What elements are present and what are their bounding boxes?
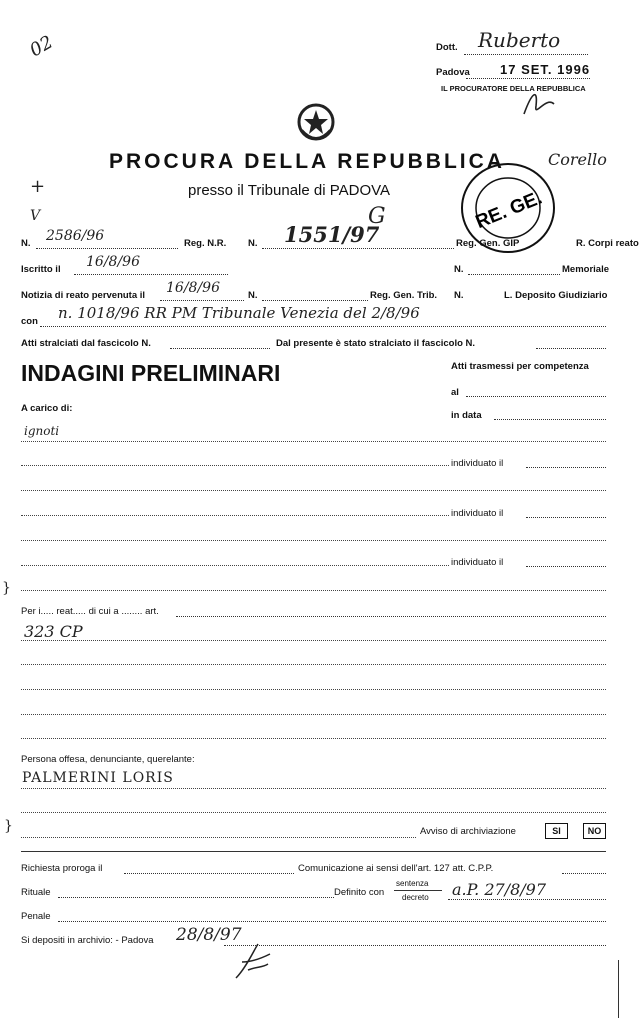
- al-label: al: [451, 387, 459, 398]
- indagini-title: INDAGINI PRELIMINARI: [21, 360, 281, 386]
- carico-line-1: [21, 441, 606, 442]
- n4-label: N.: [454, 264, 464, 275]
- signature-scribble: [518, 84, 558, 124]
- proroga-label: Richiesta proroga il: [21, 863, 103, 874]
- definito-label: Definito con: [334, 887, 385, 898]
- stralciato-label: Dal presente è stato stralciato il fascicolo N.: [276, 338, 476, 349]
- divider: [21, 851, 606, 852]
- dott-label: Dott.: [436, 42, 458, 53]
- persona-line-3: [21, 837, 416, 838]
- nr-line: [36, 248, 178, 249]
- proroga-line: [124, 873, 294, 874]
- carico-line-6: [21, 565, 449, 566]
- right-edge-mark: [618, 960, 619, 1018]
- corner-note: 02: [26, 31, 57, 62]
- reg-nr-label: Reg. N.R.: [184, 238, 227, 249]
- reg-trib-label: Reg. Gen. Trib.: [370, 290, 438, 301]
- comunicazione-line: [562, 873, 606, 874]
- reato-line-5: [21, 738, 606, 739]
- reato-value: 323 CP: [24, 622, 83, 641]
- no-box: NO: [583, 823, 606, 839]
- persona-value: PALMERINI LORIS: [22, 770, 174, 786]
- nr-value: 2586/96: [46, 228, 105, 244]
- reg-gip-label: Reg. Gen. GIP: [456, 238, 520, 249]
- annotation-right: Corello: [548, 150, 607, 169]
- trib-line: [262, 300, 368, 301]
- corpi-label: R. Corpi reato: [576, 238, 639, 249]
- carico-label: A carico di:: [21, 403, 73, 414]
- iscritto-value: 16/8/96: [86, 254, 140, 270]
- per-line: [176, 616, 606, 617]
- stralciati-label: Atti stralciati dal fascicolo N.: [21, 338, 151, 349]
- stralciato-line: [536, 348, 606, 349]
- fraction-bar: [394, 890, 442, 891]
- definito-line: [448, 899, 606, 900]
- dott-signature: Ruberto: [478, 28, 561, 52]
- emblem-icon: [294, 100, 338, 146]
- stamp-text: RE. GE.: [472, 187, 546, 234]
- penale-line: [58, 921, 606, 922]
- rituale-label: Rituale: [21, 887, 51, 898]
- individuato-line-3: [526, 566, 606, 567]
- persona-line-2: [21, 812, 606, 813]
- carico-line-5: [21, 540, 606, 541]
- carico-line-3: [21, 490, 606, 491]
- margin-bracket: }: [4, 818, 13, 834]
- in-data-line: [494, 419, 606, 420]
- gip-value: 1551/97: [284, 222, 380, 247]
- stralciati-line: [170, 348, 270, 349]
- con-label: con: [21, 316, 38, 327]
- deposito-label: L. Deposito Giudiziario: [504, 290, 608, 301]
- carico-line-4: [21, 515, 449, 516]
- depositi-value: 28/8/97: [176, 925, 242, 945]
- persona-label: Persona offesa, denunciante, querelante:: [21, 754, 195, 765]
- page-subtitle: presso il Tribunale di PADOVA: [188, 182, 391, 199]
- depositi-label: Si depositi in archivio: - Padova: [21, 935, 154, 946]
- n6-label: N.: [454, 290, 464, 301]
- gip-mark: G: [368, 204, 386, 229]
- in-data-label: in data: [451, 410, 482, 421]
- page-title: PROCURA DELLA REPUBBLICA: [109, 150, 505, 173]
- con-value: n. 1018/96 RR PM Tribunale Venezia del 2/8/96: [58, 304, 420, 322]
- notizia-label: Notizia di reato pervenuta il: [21, 290, 146, 301]
- per-label: Per i..... reat..... di cui a ........ art.: [21, 606, 159, 617]
- reato-line-3: [21, 689, 606, 690]
- padova-date: 17 SET. 1996: [500, 62, 591, 77]
- definito-value: a.P. 27/8/97: [452, 880, 546, 899]
- notizia-value: 16/8/96: [166, 280, 220, 296]
- padova-label: Padova: [436, 67, 470, 78]
- decreto-label: decreto: [402, 893, 429, 902]
- iscritto-label: Iscritto il: [21, 264, 61, 275]
- atti-trasmessi-label: Atti trasmessi per competenza: [451, 361, 589, 372]
- depositi-line: [224, 945, 606, 946]
- memoriale-line: [468, 274, 560, 275]
- dott-line: [464, 54, 588, 55]
- n5-label: N.: [248, 290, 258, 301]
- reato-line-1: [21, 640, 606, 641]
- con-line: [40, 326, 606, 327]
- al-line: [466, 396, 606, 397]
- memoriale-label: Memoriale: [562, 264, 609, 275]
- margin-mark-plus: +: [30, 176, 46, 197]
- individuato-line-1: [526, 467, 606, 468]
- individuato-label-1: individuato il: [451, 458, 504, 469]
- padova-line: [466, 78, 590, 79]
- n-label: N.: [21, 238, 31, 249]
- avviso-label: Avviso di archiviazione: [420, 826, 516, 837]
- gip-line: [262, 248, 454, 249]
- procuratore-label: IL PROCURATORE DELLA REPUBBLICA: [441, 84, 586, 93]
- rituale-line: [58, 897, 334, 898]
- carico-line-7: [21, 590, 606, 591]
- reato-line-2: [21, 664, 606, 665]
- persona-line-1: [21, 788, 606, 789]
- reato-line-4: [21, 714, 606, 715]
- penale-label: Penale: [21, 911, 51, 922]
- margin-mark-v: V: [30, 208, 41, 224]
- si-box: SI: [545, 823, 568, 839]
- individuato-label-3: individuato il: [451, 557, 504, 568]
- individuato-label-2: individuato il: [451, 508, 504, 519]
- individuato-line-2: [526, 517, 606, 518]
- carico-value: ignoti: [24, 424, 60, 438]
- comunicazione-label: Comunicazione ai sensi dell'art. 127 att. C.P.P.: [298, 863, 494, 874]
- margin-bracket-2: }: [2, 580, 11, 596]
- carico-line-2: [21, 465, 449, 466]
- sentenza-label: sentenza: [396, 879, 429, 888]
- notizia-line: [160, 300, 244, 301]
- n2-label: N.: [248, 238, 258, 249]
- iscritto-line: [74, 274, 228, 275]
- signature-bottom: [228, 940, 276, 982]
